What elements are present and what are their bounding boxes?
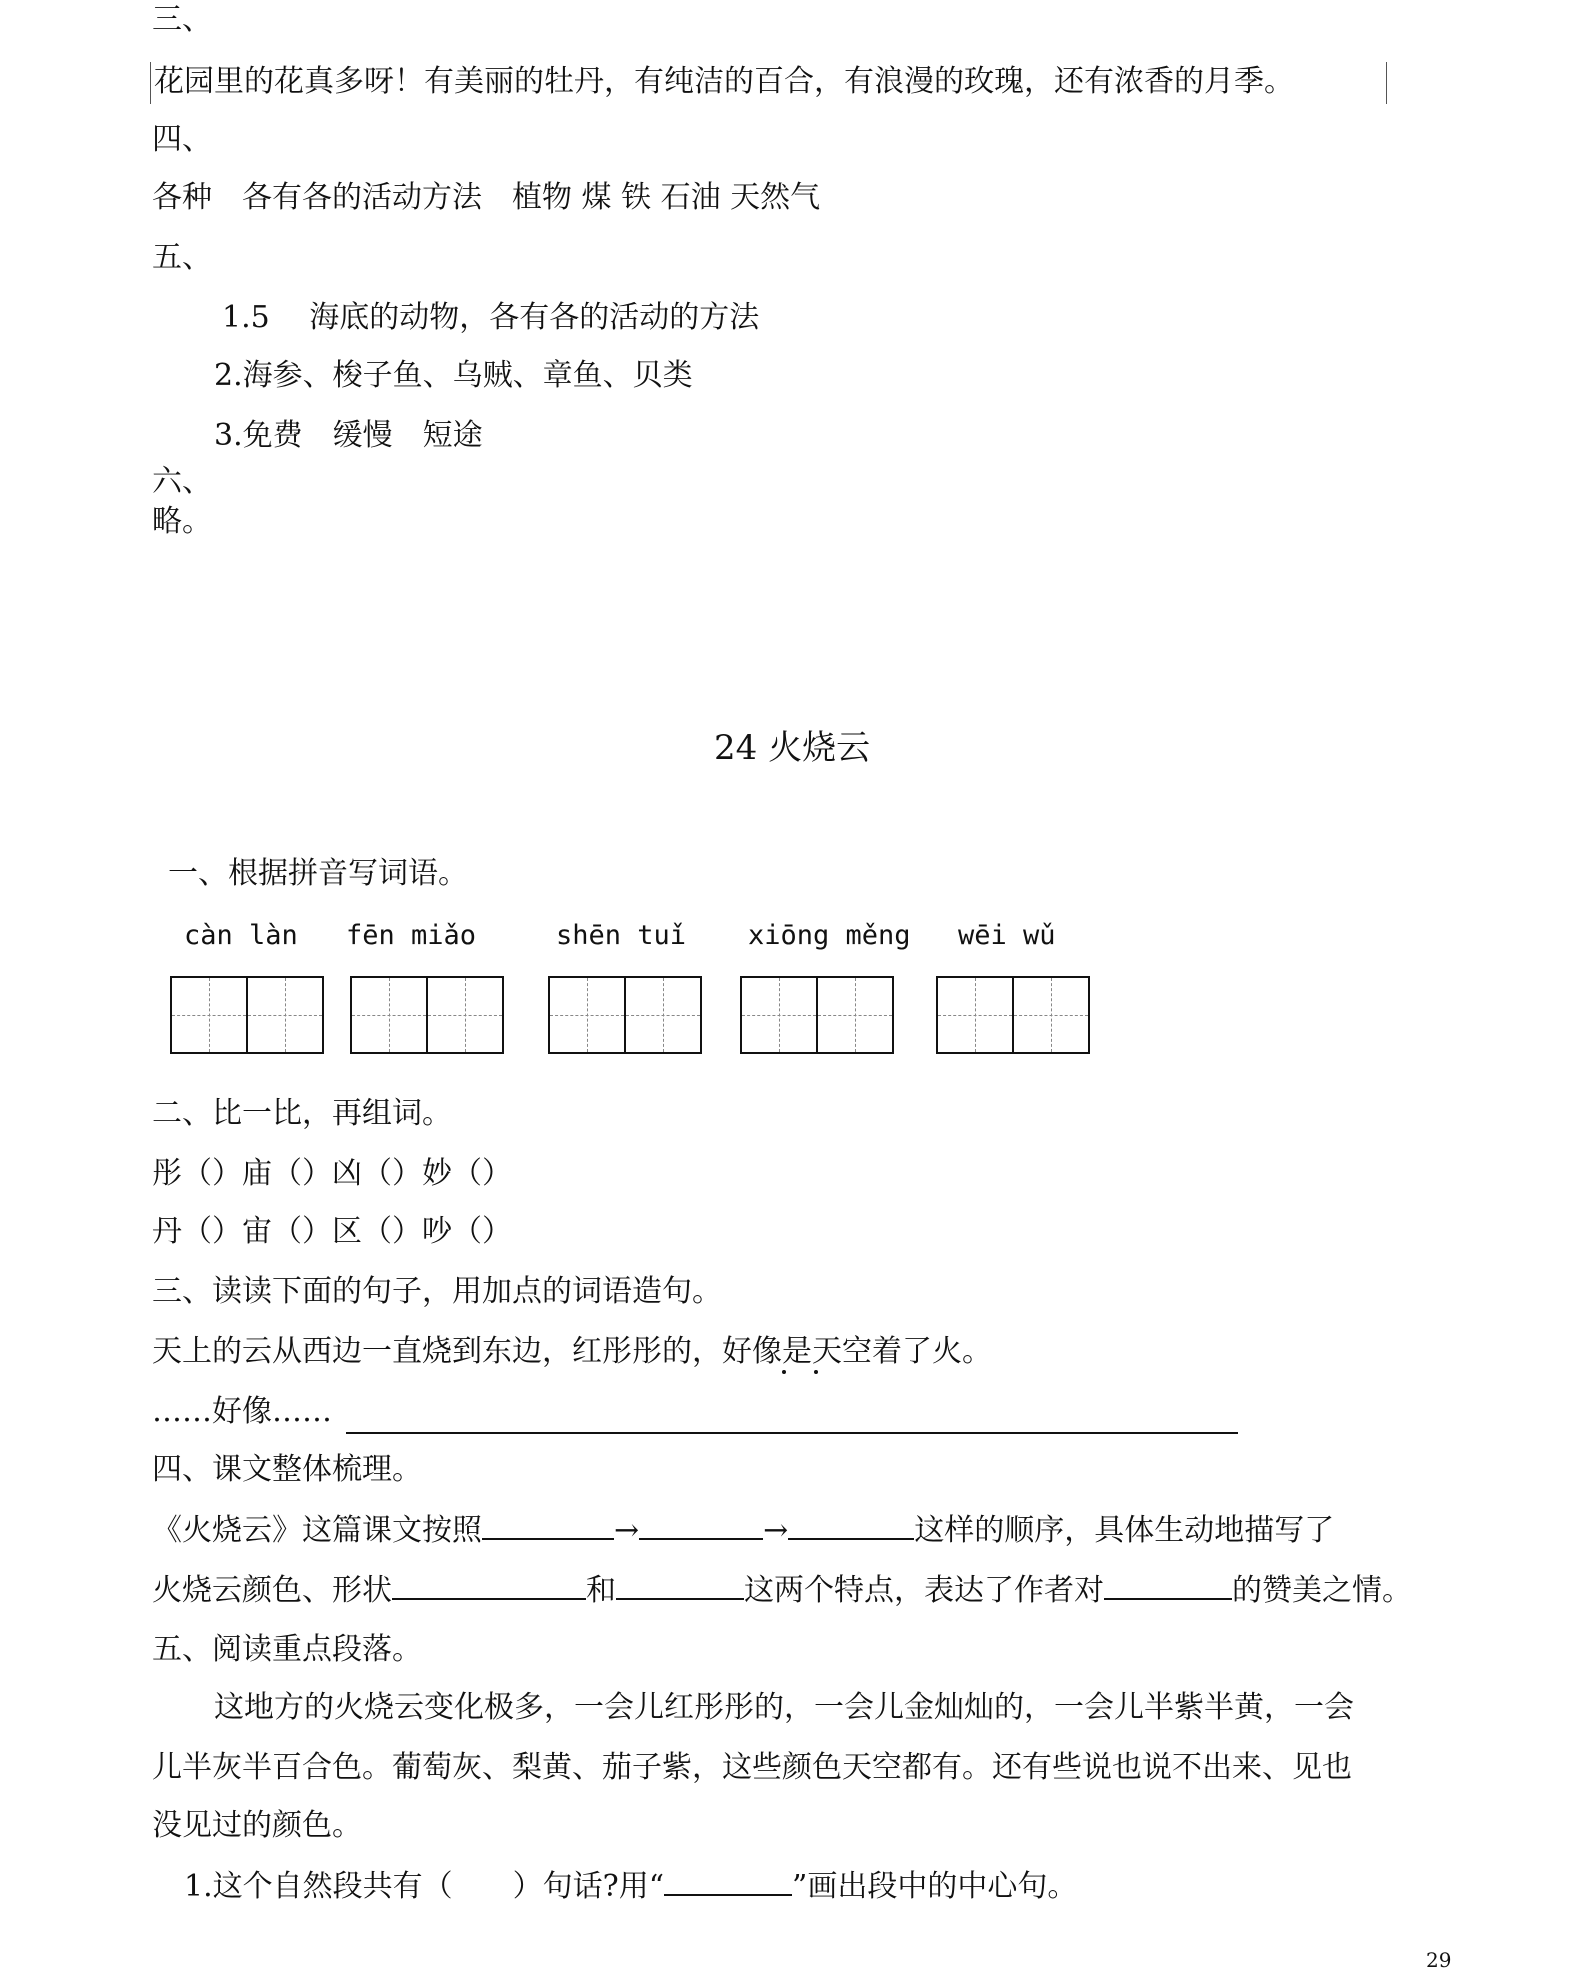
writing-grid bbox=[740, 976, 894, 1054]
sub-question-text: ”画出段中的中心句。 bbox=[792, 1869, 1078, 1904]
reading-paragraph: 儿半灰半百合色。葡萄灰、梨黄、茄子紫，这些颜色天空都有。还有些说也说不出来、见也 bbox=[152, 1750, 1352, 1785]
summary-text: 和 bbox=[586, 1573, 616, 1608]
writing-box[interactable] bbox=[740, 976, 818, 1054]
answer-section-3-heading: 三、 bbox=[152, 2, 212, 37]
arrow: → bbox=[763, 1513, 789, 1548]
summary-line-2 bbox=[152, 1572, 1412, 1609]
fill-blank[interactable] bbox=[788, 1512, 914, 1540]
writing-grid bbox=[936, 976, 1090, 1054]
answer-section-6-text: 略。 bbox=[152, 504, 212, 539]
pinyin-label: fēn miǎo bbox=[346, 920, 477, 951]
sub-question-text: 1.这个自然段共有（ ）句话?用“ bbox=[184, 1869, 665, 1904]
lesson-title: 24 火烧云 bbox=[714, 728, 871, 768]
writing-grid bbox=[350, 976, 504, 1054]
text-cursor-right bbox=[1386, 62, 1387, 104]
summary-line-1 bbox=[152, 1512, 1334, 1549]
text-cursor-left bbox=[150, 62, 151, 104]
reading-paragraph: 没见过的颜色。 bbox=[152, 1808, 362, 1843]
fill-blank[interactable] bbox=[664, 1868, 792, 1896]
emphasis-dot bbox=[814, 1370, 818, 1374]
answer-section-4-heading: 四、 bbox=[152, 122, 212, 157]
question-5-heading: 五、阅读重点段落。 bbox=[152, 1632, 422, 1667]
pinyin-label: xiōng měng bbox=[748, 920, 911, 951]
writing-box[interactable] bbox=[426, 976, 504, 1054]
summary-text: 《火烧云》这篇课文按照 bbox=[152, 1513, 482, 1548]
question-2-heading: 二、比一比，再组词。 bbox=[152, 1096, 452, 1131]
compare-row-1: 彤（）庙（）凶（）妙（） bbox=[152, 1156, 512, 1191]
reading-paragraph: 这地方的火烧云变化极多，一会儿红彤彤的，一会儿金灿灿的，一会儿半紫半黄，一会 bbox=[214, 1690, 1354, 1725]
question-4-heading: 四、课文整体梳理。 bbox=[152, 1452, 422, 1487]
pinyin-label: càn làn bbox=[184, 920, 298, 951]
writing-box[interactable] bbox=[170, 976, 248, 1054]
answer-line[interactable] bbox=[346, 1432, 1238, 1434]
writing-box[interactable] bbox=[936, 976, 1014, 1054]
summary-text: 火烧云颜色、形状 bbox=[152, 1573, 392, 1608]
fill-blank[interactable] bbox=[482, 1512, 614, 1540]
answer-section-5-item: 1.5 海底的动物，各有各的活动的方法 bbox=[222, 300, 760, 335]
summary-text: 这两个特点，表达了作者对 bbox=[744, 1573, 1104, 1608]
example-sentence: 天上的云从西边一直烧到东边，红彤彤的，好像是天空着了火。 bbox=[152, 1334, 992, 1369]
compare-row-2: 丹（）宙（）区（）吵（） bbox=[152, 1214, 512, 1249]
sub-question-1 bbox=[184, 1868, 1077, 1905]
writing-box[interactable] bbox=[246, 976, 324, 1054]
sentence-prompt: ……好像…… bbox=[152, 1394, 332, 1429]
answer-section-3-text: 花园里的花真多呀！有美丽的牡丹，有纯洁的百合，有浪漫的玫瑰，还有浓香的月季。 bbox=[154, 64, 1294, 99]
fill-blank[interactable] bbox=[1104, 1572, 1232, 1600]
arrow: → bbox=[614, 1513, 640, 1548]
answer-section-5-item: 2.海参、梭子鱼、乌贼、章鱼、贝类 bbox=[214, 358, 693, 393]
summary-text: 的赞美之情。 bbox=[1232, 1573, 1412, 1608]
fill-blank[interactable] bbox=[392, 1572, 586, 1600]
pinyin-label: wēi wǔ bbox=[958, 920, 1056, 951]
emphasis-dot bbox=[782, 1370, 786, 1374]
writing-box[interactable] bbox=[816, 976, 894, 1054]
answer-section-5-heading: 五、 bbox=[152, 240, 212, 275]
pinyin-label: shēn tuǐ bbox=[556, 920, 687, 951]
fill-blank[interactable] bbox=[639, 1512, 763, 1540]
answer-section-6-heading: 六、 bbox=[152, 464, 212, 499]
writing-box[interactable] bbox=[624, 976, 702, 1054]
writing-grid bbox=[548, 976, 702, 1054]
question-3-heading: 三、读读下面的句子，用加点的词语造句。 bbox=[152, 1274, 722, 1309]
writing-grid bbox=[170, 976, 324, 1054]
page-number: 29 bbox=[1426, 1948, 1452, 1972]
writing-box[interactable] bbox=[1012, 976, 1090, 1054]
writing-box[interactable] bbox=[548, 976, 626, 1054]
writing-box[interactable] bbox=[350, 976, 428, 1054]
summary-text: 这样的顺序，具体生动地描写了 bbox=[914, 1513, 1335, 1548]
answer-section-5-item: 3.免费 缓慢 短途 bbox=[214, 418, 483, 453]
fill-blank[interactable] bbox=[616, 1572, 744, 1600]
question-1-heading: 一、根据拼音写词语。 bbox=[168, 856, 468, 891]
answer-section-4-text: 各种 各有各的活动方法 植物 煤 铁 石油 天然气 bbox=[152, 180, 821, 215]
